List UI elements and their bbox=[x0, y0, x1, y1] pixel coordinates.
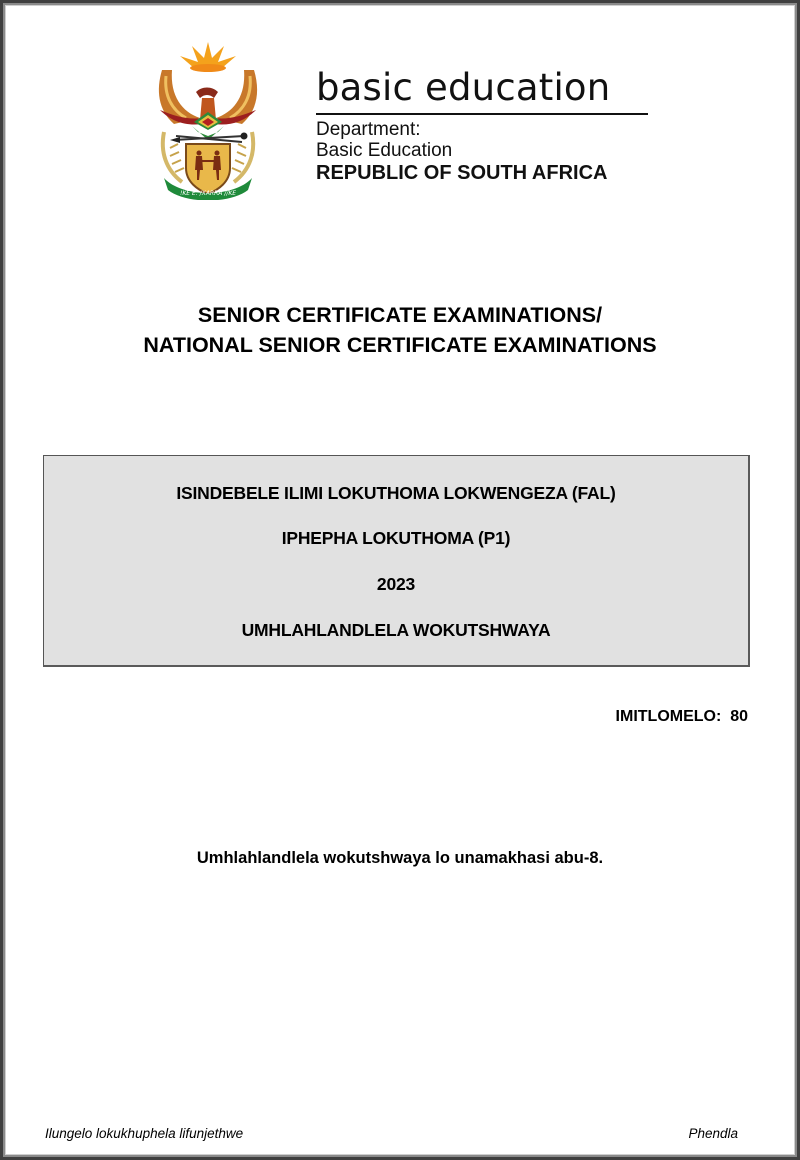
exam-heading bbox=[0, 300, 800, 360]
department-logo bbox=[316, 66, 650, 185]
total-marks bbox=[616, 708, 748, 726]
protea-icon bbox=[192, 112, 224, 140]
exam-year: 2023 bbox=[376, 574, 416, 594]
brand-title: basic education bbox=[316, 66, 611, 109]
page-count-note: Umhlahlandlela wokutshwaya lo unamakhasi abu-8. bbox=[196, 849, 604, 867]
document-type: UMHLAHLANDLELA WOKUTSHWAYA bbox=[241, 620, 551, 640]
rising-sun-icon bbox=[180, 42, 236, 72]
south-africa-coat-of-arms-icon bbox=[152, 40, 264, 200]
turn-over-notice: Phendla bbox=[688, 1126, 738, 1141]
country-name: REPUBLIC OF SOUTH AFRICA bbox=[316, 162, 608, 184]
svg-text:!KE E: /XARRA //KE: !KE E: /XARRA //KE bbox=[179, 190, 237, 197]
brand-underline bbox=[316, 113, 648, 115]
marks-label: IMITLOMELO: bbox=[615, 708, 722, 725]
subject-title: ISINDEBELE ILIMI LOKUTHOMA LOKWENGEZA (FAL) bbox=[176, 483, 616, 503]
subject-info-box bbox=[43, 455, 750, 667]
copyright-notice: Ilungelo lokukhuphela lifunjethwe bbox=[45, 1126, 244, 1141]
department-name: Basic Education bbox=[316, 140, 453, 161]
marks-value: 80 bbox=[730, 708, 748, 725]
coat-of-arms-emblem bbox=[152, 40, 264, 200]
exam-heading-line-2: NATIONAL SENIOR CERTIFICATE EXAMINATIONS bbox=[143, 333, 657, 357]
exam-heading-line-1: SENIOR CERTIFICATE EXAMINATIONS/ bbox=[197, 303, 603, 327]
paper-title: IPHEPHA LOKUTHOMA (P1) bbox=[281, 528, 511, 548]
department-label: Department: bbox=[316, 119, 421, 140]
shield-icon bbox=[186, 144, 230, 194]
